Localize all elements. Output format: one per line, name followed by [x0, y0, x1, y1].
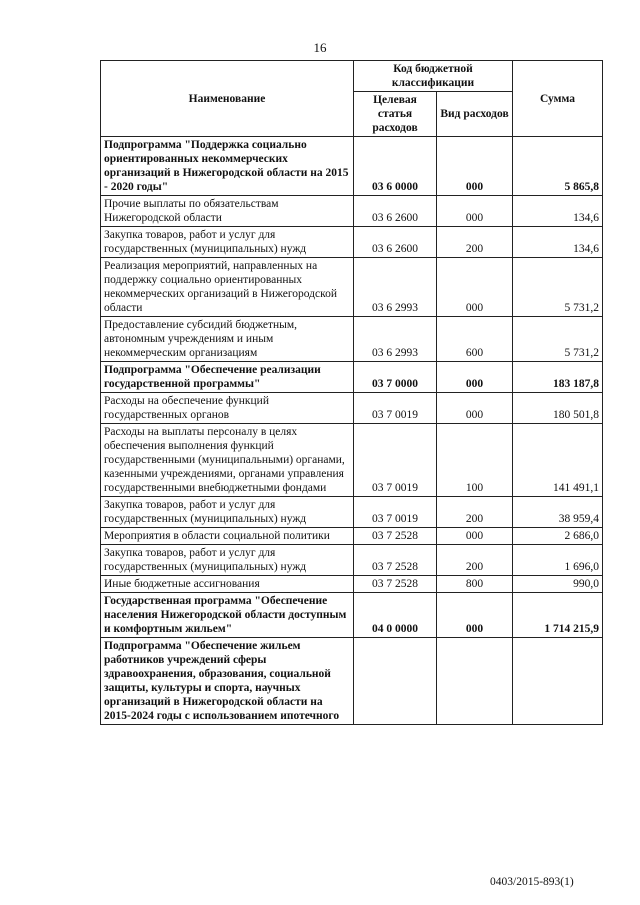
page-number: 16	[313, 40, 327, 55]
row-name-cell: Закупка товаров, работ и услуг для государственных (муниципальных) нужд	[101, 497, 354, 528]
row-expense-type-cell: 100	[437, 424, 513, 497]
header-sum: Сумма	[513, 61, 603, 137]
row-expense-type-cell: 000	[437, 258, 513, 317]
row-expense-type-cell: 600	[437, 317, 513, 362]
row-sum-cell: 5 865,8	[513, 137, 603, 196]
table-row	[101, 393, 603, 424]
row-expense-type-cell: 200	[437, 227, 513, 258]
row-target-article-cell: 03 6 2600	[354, 196, 437, 227]
row-target-article-cell	[354, 638, 437, 725]
row-sum-cell: 38 959,4	[513, 497, 603, 528]
table-row	[101, 638, 603, 725]
row-sum-cell: 134,6	[513, 227, 603, 258]
row-name-cell: Подпрограмма "Обеспечение реализации государственной программы"	[101, 362, 354, 393]
table-row	[101, 196, 603, 227]
row-name-cell: Расходы на выплаты персоналу в целях обеспечения выполнения функций государственными (муниципальными) органами, казенными учреждениями, органами управления государственными внебюджетными фондами	[101, 424, 354, 497]
row-target-article-cell: 03 7 2528	[354, 528, 437, 545]
row-name-cell: Прочие выплаты по обязательствам Нижегородской области	[101, 196, 354, 227]
header-target-article: Целевая статья расходов	[354, 92, 437, 137]
row-target-article-cell: 03 7 2528	[354, 576, 437, 593]
header-code-group: Код бюджетной классификации	[354, 61, 513, 92]
row-target-article-cell: 03 7 2528	[354, 545, 437, 576]
table-row	[101, 258, 603, 317]
row-name-cell: Подпрограмма "Обеспечение жильем работников учреждений сферы здравоохранения, образования, социальной защиты, культуры и спорта, научных организаций в Нижегородской области на 2015-2024 годы с использованием ипотечного	[101, 638, 354, 725]
row-name-cell: Закупка товаров, работ и услуг для государственных (муниципальных) нужд	[101, 227, 354, 258]
row-expense-type-cell: 000	[437, 528, 513, 545]
header-row-1	[101, 61, 603, 92]
row-name-cell: Реализация мероприятий, направленных на поддержку социально ориентированных некоммерческих организаций в Нижегородской области	[101, 258, 354, 317]
row-expense-type-cell: 000	[437, 137, 513, 196]
row-sum-cell: 5 731,2	[513, 258, 603, 317]
table-row	[101, 362, 603, 393]
row-name-cell: Закупка товаров, работ и услуг для государственных (муниципальных) нужд	[101, 545, 354, 576]
row-target-article-cell: 03 6 0000	[354, 137, 437, 196]
table-row	[101, 576, 603, 593]
row-sum-cell: 1 714 215,9	[513, 593, 603, 638]
row-sum-cell: 1 696,0	[513, 545, 603, 576]
row-expense-type-cell: 200	[437, 497, 513, 528]
row-sum-cell: 5 731,2	[513, 317, 603, 362]
row-target-article-cell: 03 6 2993	[354, 317, 437, 362]
row-expense-type-cell: 000	[437, 196, 513, 227]
row-expense-type-cell: 200	[437, 545, 513, 576]
row-target-article-cell: 03 7 0019	[354, 393, 437, 424]
table-body	[101, 137, 603, 725]
table-row	[101, 227, 603, 258]
row-target-article-cell: 03 7 0019	[354, 497, 437, 528]
row-expense-type-cell	[437, 638, 513, 725]
row-expense-type-cell: 000	[437, 593, 513, 638]
row-sum-cell: 990,0	[513, 576, 603, 593]
row-target-article-cell: 03 7 0000	[354, 362, 437, 393]
row-sum-cell: 141 491,1	[513, 424, 603, 497]
table-row	[101, 424, 603, 497]
table-row	[101, 545, 603, 576]
header-expense-type: Вид расходов	[437, 92, 513, 137]
row-expense-type-cell: 800	[437, 576, 513, 593]
row-name-cell: Расходы на обеспечение функций государственных органов	[101, 393, 354, 424]
row-target-article-cell: 03 6 2993	[354, 258, 437, 317]
table-row	[101, 528, 603, 545]
table-row	[101, 137, 603, 196]
table-row	[101, 497, 603, 528]
table-row	[101, 593, 603, 638]
document-code: 0403/2015-893(1)	[490, 876, 574, 888]
row-name-cell: Государственная программа "Обеспечение населения Нижегородской области доступным и комфортным жильем"	[101, 593, 354, 638]
row-sum-cell	[513, 638, 603, 725]
row-target-article-cell: 03 7 0019	[354, 424, 437, 497]
table-row	[101, 317, 603, 362]
row-target-article-cell: 04 0 0000	[354, 593, 437, 638]
budget-table	[100, 60, 603, 725]
row-target-article-cell: 03 6 2600	[354, 227, 437, 258]
row-expense-type-cell: 000	[437, 362, 513, 393]
row-expense-type-cell: 000	[437, 393, 513, 424]
row-sum-cell: 134,6	[513, 196, 603, 227]
row-name-cell: Предоставление субсидий бюджетным, автономным учреждениям и иным некоммерческим организациям	[101, 317, 354, 362]
row-name-cell: Подпрограмма "Поддержка социально ориентированных некоммерческих организаций в Нижегородской области на 2015 - 2020 годы"	[101, 137, 354, 196]
row-sum-cell: 2 686,0	[513, 528, 603, 545]
row-name-cell: Иные бюджетные ассигнования	[101, 576, 354, 593]
header-name: Наименование	[101, 61, 354, 137]
row-sum-cell: 180 501,8	[513, 393, 603, 424]
row-name-cell: Мероприятия в области социальной политики	[101, 528, 354, 545]
row-sum-cell: 183 187,8	[513, 362, 603, 393]
